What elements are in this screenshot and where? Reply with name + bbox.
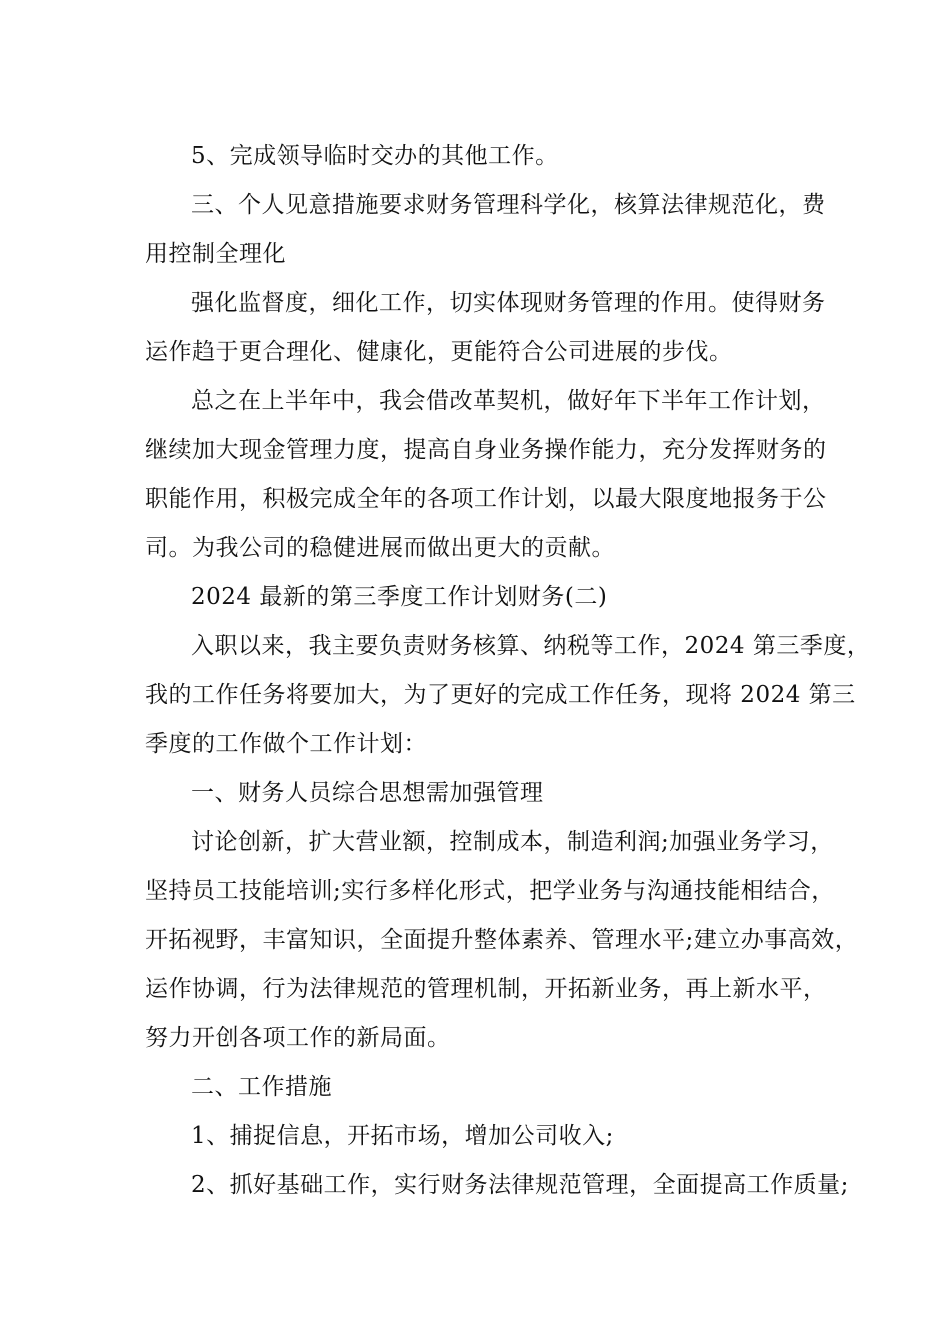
text-line: 2024 最新的第三季度工作计划财务(二) (191, 584, 608, 610)
document-body (145, 132, 871, 1210)
text-line: 坚持员工技能培训;实行多样化形式，把学业务与沟通技能相结合， (145, 878, 835, 904)
text-line: 1、捕捉信息，开拓市场，增加公司收入; (191, 1123, 614, 1149)
paragraph (145, 622, 871, 769)
paragraph (145, 818, 859, 1063)
text-line: 用控制全理化 (145, 241, 286, 267)
paragraph (145, 377, 825, 573)
section-heading (145, 573, 825, 622)
paragraph (145, 279, 825, 377)
text-line: 运作协调，行为法律规范的管理机制，开拓新业务，再上新水平， (145, 976, 827, 1002)
section-heading (145, 769, 825, 818)
text-line: 总之在上半年中，我会借改革契机，做好年下半年工作计划， (191, 388, 826, 414)
paragraph (145, 181, 825, 279)
text-line: 司。为我公司的稳健进展而做出更大的贡献。 (145, 535, 615, 561)
text-line: 5、完成领导临时交办的其他工作。 (191, 143, 559, 169)
section-heading (145, 1063, 825, 1112)
text-line: 二、工作措施 (191, 1074, 332, 1100)
text-line: 三、个人见意措施要求财务管理科学化，核算法律规范化，费 (191, 192, 826, 218)
paragraph (145, 132, 825, 181)
text-line: 讨论创新，扩大营业额，控制成本，制造利润;加强业务学习， (191, 829, 834, 855)
text-line: 我的工作任务将要加大，为了更好的完成工作任务，现将 2024 第三 (145, 682, 856, 708)
text-line: 强化监督度，细化工作，切实体现财务管理的作用。使得财务 (191, 290, 826, 316)
list-item (145, 1112, 825, 1161)
text-line: 运作趋于更合理化、健康化，更能符合公司进展的步伐。 (145, 339, 733, 365)
text-line: 入职以来，我主要负责财务核算、纳税等工作，2024 第三季度， (191, 633, 871, 659)
text-line: 继续加大现金管理力度，提高自身业务操作能力，充分发挥财务的 (145, 437, 827, 463)
text-line: 季度的工作做个工作计划： (145, 731, 427, 757)
list-item (145, 1161, 849, 1210)
text-line: 2、抓好基础工作，实行财务法律规范管理，全面提高工作质量; (191, 1172, 849, 1198)
text-line: 一、财务人员综合思想需加强管理 (191, 780, 544, 806)
text-line: 开拓视野，丰富知识，全面提升整体素养、管理水平;建立办事高效， (145, 927, 859, 953)
text-line: 努力开创各项工作的新局面。 (145, 1025, 451, 1051)
text-line: 职能作用，积极完成全年的各项工作计划，以最大限度地报务于公 (145, 486, 827, 512)
